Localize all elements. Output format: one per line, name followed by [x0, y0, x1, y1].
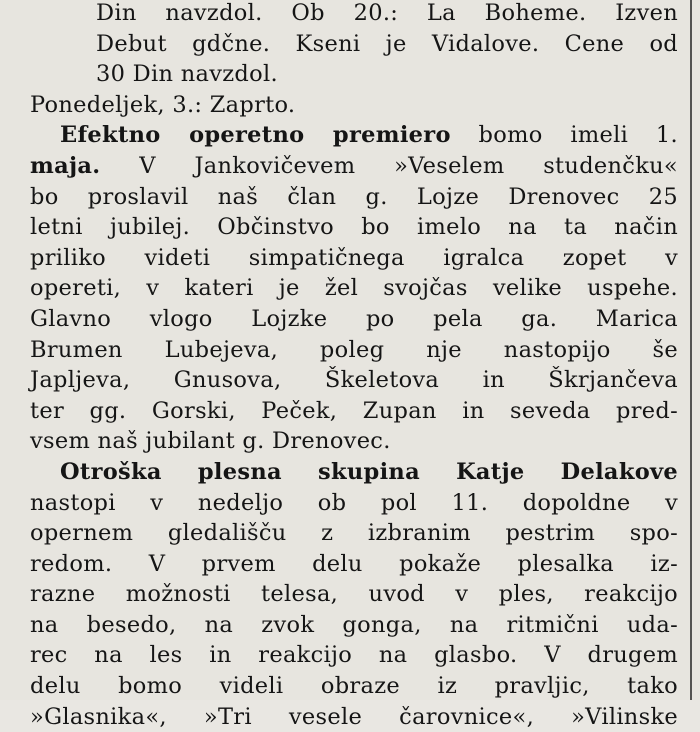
line-text: redom. V prvem delu pokaže plesalka iz- [30, 550, 678, 577]
line-text: »Glasnika«, »Tri vesele čarovnice«, »Vilinske [30, 703, 678, 730]
text-line [30, 610, 678, 641]
line-text: letni jubilej. Občinstvo bo imelo na ta način [30, 214, 678, 241]
line-text: vsem naš jubilant g. Drenovec. [30, 428, 391, 455]
line-text: Japljeva, Gnusova, Škeletova in Škrjančeva [30, 367, 678, 394]
line-text: 30 Din navzdol. [96, 61, 278, 88]
line-text: na besedo, na zvok gonga, na ritmični uda- [30, 611, 678, 638]
text-line [30, 640, 678, 671]
text-line [30, 335, 678, 366]
bold-lead: maja. [30, 152, 101, 179]
text-line [30, 702, 678, 732]
text-line [30, 304, 678, 335]
text-line [30, 273, 678, 304]
text-line [30, 671, 678, 702]
text-line [30, 0, 678, 29]
text-line [30, 457, 678, 488]
line-text: opereti, v kateri je žel svojčas velike uspehe. [30, 275, 678, 302]
bold-lead: Efektno operetno premiero [60, 122, 451, 149]
line-text: Din navzdol. Ob 20.: La Boheme. Izven [96, 0, 678, 26]
line-text: Brumen Lubejeva, poleg nje nastopijo še [30, 336, 678, 363]
text-line [30, 579, 678, 610]
text-line [30, 151, 678, 182]
text-line [30, 549, 678, 580]
text-line [30, 90, 678, 121]
text-line [30, 365, 678, 396]
text-line [30, 59, 678, 90]
line-text: Glavno vlogo Lojzke po pela ga. Marica [30, 305, 678, 332]
line-text: Ponedeljek, 3.: Zaprto. [30, 91, 296, 118]
bold-lead: Otroška plesna skupina Katje Delakove [60, 458, 678, 485]
article-column [30, 0, 678, 732]
column-rule [690, 0, 692, 700]
line-text: rec na les in reakcijo na glasbo. V drugem [30, 642, 678, 669]
text-line [30, 426, 678, 457]
line-text: razne možnosti telesa, uvod v ples, reakcijo [30, 581, 678, 608]
line-text: bomo imeli 1. [450, 122, 678, 149]
line-text: delu bomo videli obraze iz pravljic, tako [30, 673, 678, 700]
line-text: Debut gdčne. Kseni je Vidalove. Cene od [96, 30, 678, 57]
text-line [30, 518, 678, 549]
text-line [30, 396, 678, 427]
line-text: V Jankovičevem »Veselem studenčku« [100, 152, 678, 179]
text-line [30, 29, 678, 60]
line-text: bo proslavil naš član g. Lojze Drenovec 25 [30, 183, 678, 210]
text-line [30, 182, 678, 213]
line-text: ter gg. Gorski, Peček, Zupan in seveda pred- [30, 397, 678, 424]
text-line [30, 488, 678, 519]
line-text: opernem gledališču z izbranim pestrim spo- [30, 520, 678, 547]
text-line [30, 120, 678, 151]
text-line [30, 212, 678, 243]
line-text: priliko videti simpatičnega igralca zopet v [30, 244, 678, 271]
text-line [30, 243, 678, 274]
line-text: nastopi v nedeljo ob pol 11. dopoldne v [30, 489, 678, 516]
